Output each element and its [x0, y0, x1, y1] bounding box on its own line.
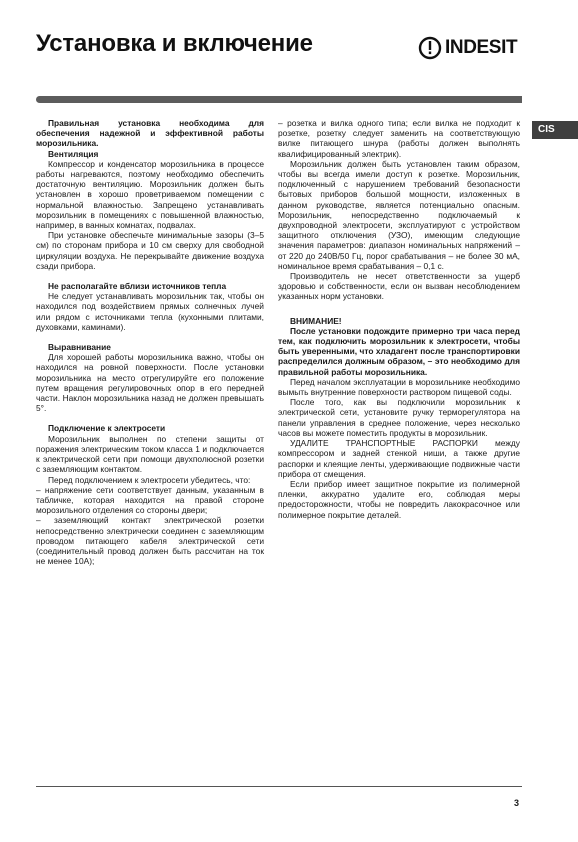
page-number: 3 — [514, 798, 520, 808]
ventilation-heading: Вентиляция — [48, 148, 99, 159]
heat-sources-paragraph: Не следует устанавливать морозильник так, чтобы он находился под воздействием прямых солнечных лучей или рядом с источниками тепла (кухонными плитами, духовками, каминами). — [36, 291, 264, 332]
power-connection-heading: Подключение к электросети — [48, 423, 166, 434]
protective-film-paragraph: Если прибор имеет защитное покрытие из полимерной пленки, аккуратно удалите его, соблюдая меры предосторожности, чтобы не повредить лакокрасочное или полимерное покрытие деталей. — [278, 478, 520, 520]
language-tab: CIS — [532, 121, 578, 139]
power-paragraph-2: Перед подключением к электросети убедитесь, что: — [48, 474, 251, 485]
power-list-item-3: – розетка и вилка одного типа; если вилка не подходит к розетке, розетку следует заменить на соответствующую вилке питающего шнура (работы должен выполнять квалифицированный электрик). — [278, 118, 520, 159]
ventilation-paragraph-1: Компрессор и конденсатор морозильника в процессе работы нагреваются, поэтому необходимо обеспечить достаточную вентиляцию. Морозильник должен быть установлен в хорошо проветриваемом помещении с нормальной влажностью. Запрещено устанавливать морозильник в помещениях с повышенной влажностью, например, в ванных комнатах, подвалах. — [36, 158, 264, 231]
warning-paragraph: После установки подождите примерно три часа перед тем, как подключить морозильник к электросети, чтобы быть уверенными, что хладагент после транспортировки распределился должным образом, – это необходимо для правильной работы морозильника. — [278, 325, 520, 377]
right-column — [278, 118, 520, 520]
liability-paragraph: Производитель не несет ответственности за ущерб здоровью и собственности, если он вызван несоблюдением указанных норм установки. — [278, 271, 520, 302]
leveling-heading: Выравнивание — [48, 342, 111, 353]
power-list-item-1: – напряжение сети соответствует данным, указанным в табличке, которая находится на правой стороне морозильного отделения со стороны двери; — [36, 484, 264, 516]
warning-heading: ВНИМАНИЕ! — [290, 315, 342, 326]
heat-sources-heading: Не располагайте вблизи источников тепла — [48, 281, 227, 292]
intro-paragraph: Правильная установка необходима для обеспечения надежной и эффективной работы морозильника. — [36, 118, 264, 149]
left-column — [36, 118, 264, 566]
power-icon — [418, 36, 442, 60]
power-paragraph-1: Морозильник выполнен по степени защиты от поражения электрическим током класса 1 и подключается к электрической сети при помощи двухполюсной розетки с заземляющим контактом. — [36, 433, 264, 475]
leveling-paragraph: Для хорошей работы морозильника важно, чтобы он находился на ровной поверхности. После установки морозильника на место отрегулируйте его положение путем вращения регулировочных опор в его передней части. Наклон морозильника назад не должен превышать 5°. — [36, 352, 264, 414]
cleaning-paragraph: Перед началом эксплуатации в морозильнике необходимо вымыть внутренние поверхности раствором пищевой соды. — [278, 376, 520, 398]
footer-divider — [36, 786, 522, 787]
header-divider — [36, 96, 522, 103]
thermostat-paragraph: После того, как вы подключили морозильник к электрической сети, установите ручку терморегулятора на панели управления в среднее положение, через несколько часов вы можете поместить продукты в морозильник. — [278, 397, 520, 438]
ventilation-paragraph-2: При установке обеспечьте минимальные зазоры (3–5 см) по сторонам прибора и 10 см сверху для свободной циркуляции воздуха. Не перекрывайте движение воздуха сзади прибора. — [36, 230, 264, 271]
page-title: Установка и включение — [36, 30, 313, 57]
power-list-item-2: – заземляющий контакт электрической розетки непосредственно электрически соединен с заземляющим проводом питающего кабеля электрической сети (соединительный провод должен быть рассчитан на ток не менее 10А); — [36, 515, 264, 567]
brand-logo — [418, 36, 517, 60]
brand-name: INDESIT — [445, 37, 518, 58]
rcd-paragraph: Морозильник должен быть установлен таким образом, чтобы вы всегда имели доступ к розетке. Морозильник, подключенный с нарушением требований безопасности бытовых приборов большой мощности, изложенных в данном руководстве, является потенциально опасным. Морозильник, непосредственно подключаемый к двухпроводной электросети, эксплуатируют с устройством защитного отключения (УЗО), имеющим следующие значения параметров: диапазон номинальных напряжений – от 220 до 240В/50 Гц, порог срабатывания – не более 30 мА, номинальное время срабатывания – 0,1 с. — [278, 158, 520, 271]
transport-spacers-paragraph: УДАЛИТЕ ТРАНСПОРТНЫЕ РАСПОРКИ между компрессором и задней стенкой ниши, а также другие распорки и клеящие ленты, удерживающие подвижные части прибора от смещения. — [278, 438, 520, 479]
